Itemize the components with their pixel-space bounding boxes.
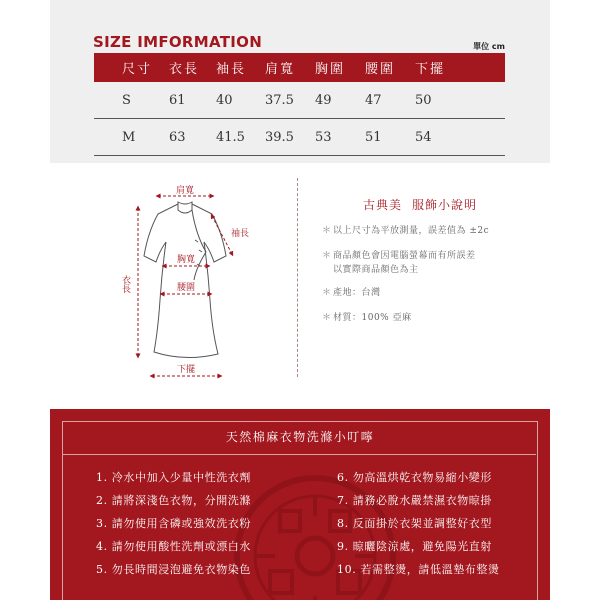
table-cell: 40 bbox=[216, 82, 265, 119]
table-cell: 63 bbox=[169, 119, 216, 156]
notes-brand: 古典美 bbox=[363, 198, 403, 212]
list-item: 7. 請務必脫水嚴禁濕衣物晾掛 bbox=[337, 494, 492, 507]
table-cell: 51 bbox=[365, 119, 415, 156]
table-cell: 37.5 bbox=[265, 82, 315, 119]
list-item: 5. 勿長時間浸泡避免衣物染色 bbox=[96, 563, 251, 576]
size-info-title: SIZE IMFORMATION bbox=[93, 33, 263, 51]
header-waist: 腰圍 bbox=[365, 53, 415, 82]
table-row bbox=[94, 119, 505, 156]
washing-tips-panel bbox=[50, 409, 550, 600]
list-item: 2. 請將深淺色衣物，分開洗滌 bbox=[96, 494, 251, 507]
list-item: ＊ 材質：100% 亞麻 bbox=[322, 313, 412, 323]
table-cell: 49 bbox=[315, 82, 365, 119]
table-cell: M bbox=[94, 119, 169, 156]
notes-title bbox=[363, 196, 477, 213]
header-shoulder: 肩寬 bbox=[265, 53, 315, 82]
table-cell: 41.5 bbox=[216, 119, 265, 156]
table-row bbox=[94, 82, 505, 119]
asterisk-icon: ＊ bbox=[322, 251, 332, 261]
header-length: 衣長 bbox=[169, 53, 216, 82]
list-item: 10. 若需整燙，請低溫墊布整燙 bbox=[337, 563, 500, 576]
shirt-outline-icon bbox=[144, 202, 226, 358]
size-information-panel bbox=[50, 0, 550, 163]
list-item: 1. 冷水中加入少量中性洗衣劑 bbox=[96, 471, 251, 484]
wash-list-right bbox=[337, 466, 500, 581]
wash-title: 天然棉麻衣物洗滌小叮嚀 bbox=[225, 430, 375, 444]
wash-list-left bbox=[96, 466, 251, 581]
header-size: 尺寸 bbox=[94, 53, 169, 82]
label-waist: 腰圍 bbox=[176, 283, 196, 293]
notes-list bbox=[322, 224, 552, 336]
list-item: ＊ 商品顏色會因電腦螢幕而有所誤差 以實際商品顏色為主 bbox=[322, 251, 476, 275]
list-item: ＊ 產地：台灣 bbox=[322, 288, 381, 298]
label-hem: 下擺 bbox=[176, 365, 196, 375]
list-item: 8. 反面掛於衣架並調整好衣型 bbox=[337, 517, 492, 530]
label-chest: 胸寬 bbox=[176, 255, 196, 265]
header-chest: 胸圍 bbox=[315, 53, 365, 82]
unit-label: 單位 cm bbox=[473, 42, 505, 51]
table-cell: 54 bbox=[415, 119, 505, 156]
header-hem: 下擺 bbox=[415, 53, 505, 82]
size-table-header-row bbox=[94, 53, 505, 82]
table-cell: 50 bbox=[415, 82, 505, 119]
size-table bbox=[94, 53, 505, 156]
list-item: 3. 請勿使用含磷或強效洗衣粉 bbox=[96, 517, 251, 530]
asterisk-icon: ＊ bbox=[322, 288, 332, 298]
header-sleeve: 袖長 bbox=[216, 53, 265, 82]
label-length: 衣長 bbox=[120, 275, 130, 293]
asterisk-icon: ＊ bbox=[322, 313, 332, 323]
asterisk-icon: ＊ bbox=[322, 226, 332, 236]
vertical-divider bbox=[297, 178, 299, 377]
label-shoulder: 肩寬 bbox=[175, 186, 195, 196]
garment-measurement-diagram bbox=[100, 180, 270, 390]
list-item: ＊ 以上尺寸為平放測量，誤差值為 ±2c bbox=[322, 226, 490, 236]
table-cell: S bbox=[94, 82, 169, 119]
list-item: 6. 勿高溫烘乾衣物易縮小變形 bbox=[337, 471, 492, 484]
notes-heading: 服飾小說明 bbox=[412, 198, 478, 212]
table-cell: 61 bbox=[169, 82, 216, 119]
table-cell: 39.5 bbox=[265, 119, 315, 156]
label-sleeve: 袖長 bbox=[230, 229, 250, 239]
list-item: 9. 晾曬陰涼處，避免陽光直射 bbox=[337, 540, 492, 553]
table-cell: 53 bbox=[315, 119, 365, 156]
list-item: 4. 請勿使用酸性洗劑或漂白水 bbox=[96, 540, 251, 553]
table-cell: 47 bbox=[365, 82, 415, 119]
